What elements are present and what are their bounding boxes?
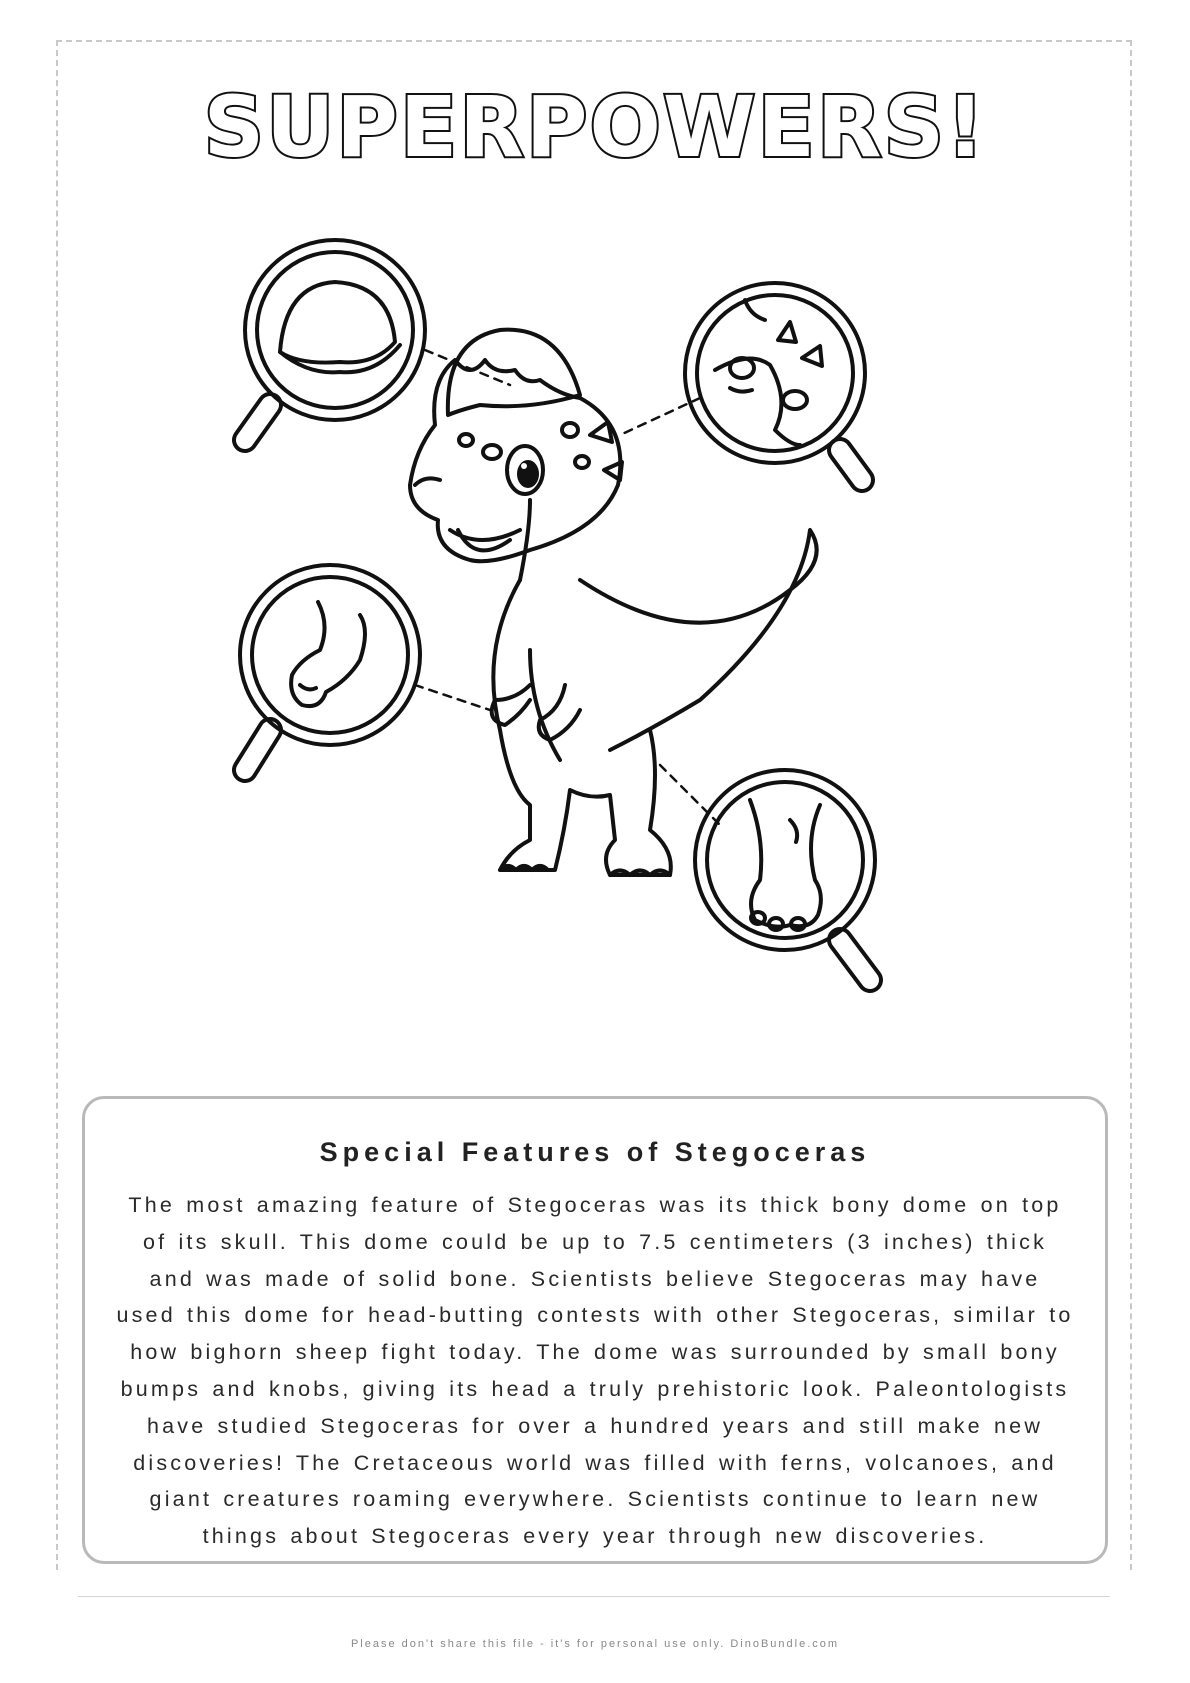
leg-icon	[695, 770, 875, 980]
info-box	[82, 1096, 1108, 1564]
footer-divider	[78, 1596, 1110, 1597]
arm-icon	[240, 565, 420, 770]
footer-text: Please don't share this file - it's for personal use only. DinoBundle.com	[350, 1638, 840, 1650]
info-body: The most amazing feature of Stegoceras was its thick bony dome on top of its skull. This dome could be up to 7.5 centimeters (3 inches) thick and was made of solid bone. Scientists believe Stegoceras may have used this dome for head-butting contests with other Stegoceras, similar to how bighorn sheep fight today. The dome was surrounded by small bony bumps and knobs, giving its head a truly prehistoric look. Paleontologists have studied Stegoceras for over a hundred years and still make new discoveries! The Cretaceous world was filled with ferns, volcanoes, and giant creatures roaming everywhere. Scientists continue to learn new things about Stegoceras every year through new discoveries.	[116, 1193, 1074, 1549]
bony-knobs-icon	[685, 283, 865, 480]
connector-lines	[415, 350, 720, 825]
dinosaur-illustration	[230, 230, 960, 1070]
page-title: SUPERPOWERS!	[203, 78, 987, 176]
info-heading: Special Features of Stegoceras	[319, 1137, 871, 1167]
dinosaur-icon	[410, 330, 817, 875]
skull-dome-icon	[245, 240, 425, 440]
